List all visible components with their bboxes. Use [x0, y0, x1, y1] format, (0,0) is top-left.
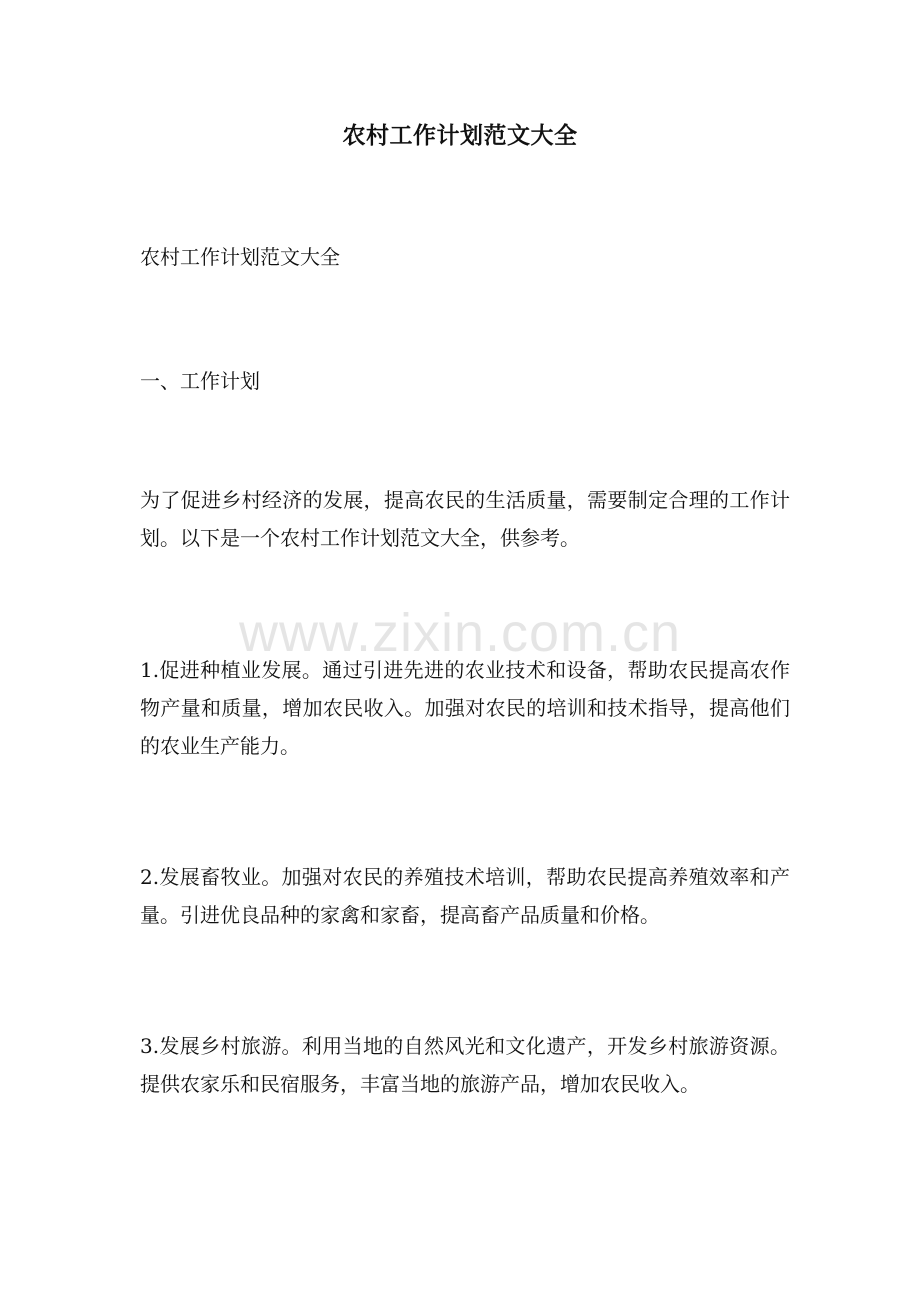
section-heading: 一、工作计划: [140, 369, 260, 393]
document-title: 农村工作计划范文大全: [342, 122, 578, 149]
watermark: www.zixin.com.cn: [238, 603, 682, 663]
intro-paragraph: 为了促进乡村经济的发展，提高农民的生活质量，需要制定合理的工作计划。以下是一个农村工作计划范文大全，供参考。: [140, 488, 790, 550]
plan-item-1: 1.促进种植业发展。通过引进先进的农业技术和设备，帮助农民提高农作物产量和质量，增加农民收入。加强对农民的培训和技术指导，提高他们的农业生产能力。: [140, 658, 790, 758]
document-subtitle: 农村工作计划范文大全: [140, 245, 340, 269]
plan-item-3: 3.发展乡村旅游。利用当地的自然风光和文化遗产，开发乡村旅游资源。提供农家乐和民宿服务，丰富当地的旅游产品，增加农民收入。: [140, 1034, 790, 1096]
plan-item-2: 2.发展畜牧业。加强对农民的养殖技术培训，帮助农民提高养殖效率和产量。引进优良品种的家禽和家畜，提高畜产品质量和价格。: [140, 865, 790, 927]
